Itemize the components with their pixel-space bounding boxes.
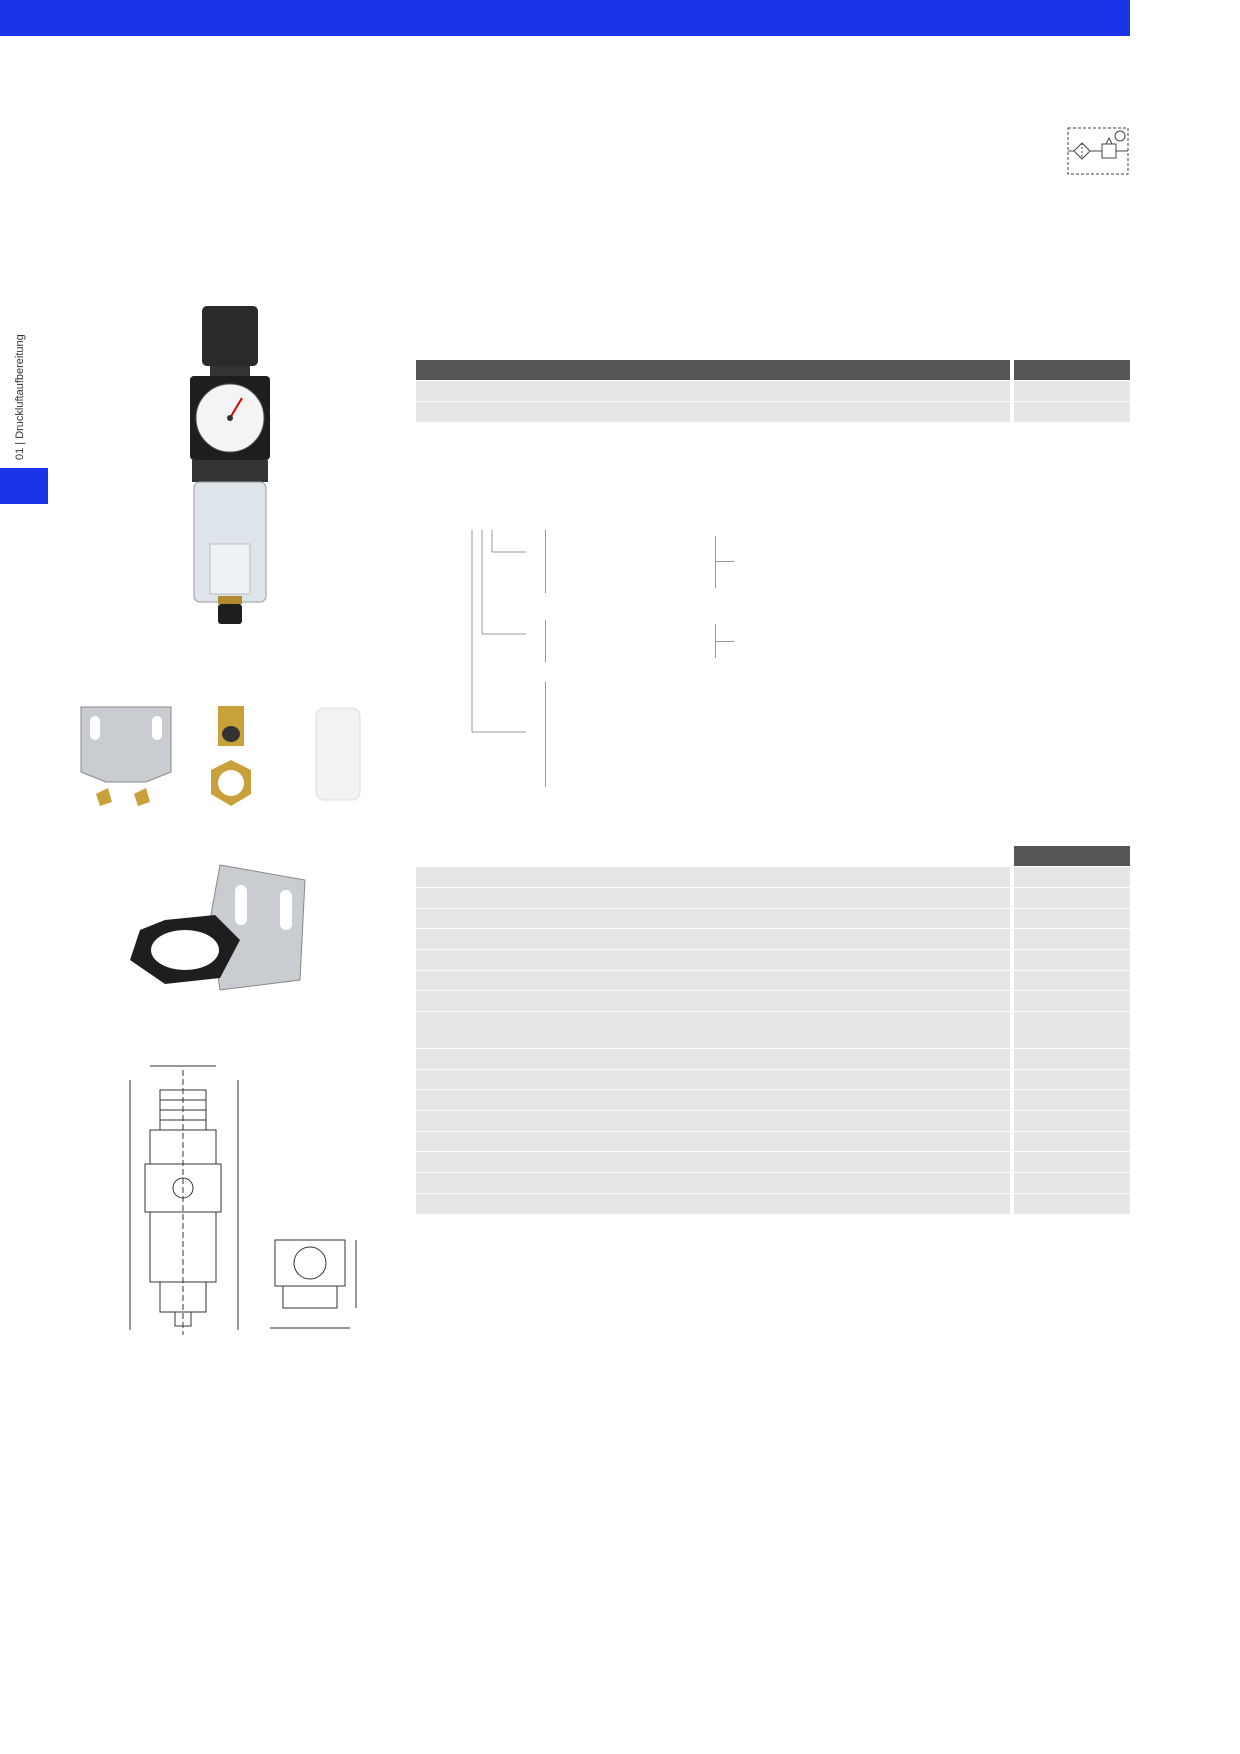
product-image-main <box>180 304 280 634</box>
table-row <box>416 1152 1130 1173</box>
table-row <box>416 991 1130 1012</box>
bracket-image <box>76 702 176 812</box>
list-item <box>526 766 556 787</box>
list-item <box>526 682 556 703</box>
cell-description <box>416 1069 1012 1090</box>
col-anschluss <box>416 360 1012 381</box>
spare-header-row <box>416 846 1130 867</box>
key-group-range <box>526 530 556 593</box>
cell-best-nr <box>1012 991 1130 1012</box>
col-best-nr <box>1012 846 1130 867</box>
standard-table <box>416 360 1130 423</box>
col-best-nr <box>1012 360 1130 381</box>
filter-regulator-symbol-icon <box>1066 126 1130 176</box>
cell-best-nr <box>1012 1111 1130 1132</box>
cell-best-nr <box>1012 887 1130 908</box>
side-tab <box>0 468 48 504</box>
cell-best-nr <box>1012 1069 1130 1090</box>
cell-best-nr <box>1012 1152 1130 1173</box>
col-empty <box>416 846 1012 867</box>
cell-description <box>416 1012 1012 1049</box>
list-item <box>526 620 556 641</box>
cell-description <box>416 1111 1012 1132</box>
table-row <box>416 1012 1130 1049</box>
cell-best-nr <box>1012 970 1130 991</box>
key-digit <box>526 641 546 662</box>
top-color-bar <box>0 0 1130 36</box>
cell-anschluss <box>416 401 1012 422</box>
key-digit <box>526 766 546 787</box>
table-row <box>416 1049 1130 1070</box>
list-item <box>526 641 556 662</box>
cell-best-nr <box>1012 1173 1130 1194</box>
cell-best-nr <box>1012 1012 1130 1049</box>
cell-best-nr <box>1012 908 1130 929</box>
table-row <box>416 1111 1130 1132</box>
table-row <box>416 381 1130 402</box>
cell-description <box>416 908 1012 929</box>
table-row <box>416 867 1130 888</box>
standard-header-row <box>416 360 1130 381</box>
list-item <box>526 745 556 766</box>
key-tick-2 <box>716 641 734 642</box>
table-row <box>416 970 1130 991</box>
cell-best-nr <box>1012 381 1130 402</box>
cell-best-nr <box>1012 401 1130 422</box>
list-item <box>526 572 556 593</box>
bracket-nut-image <box>120 860 310 1000</box>
cell-description <box>416 1173 1012 1194</box>
spare-table <box>416 846 1130 1215</box>
cell-description <box>416 929 1012 950</box>
cell-description <box>416 991 1012 1012</box>
key-digit <box>526 724 546 745</box>
cell-best-nr <box>1012 867 1130 888</box>
key-digit <box>526 745 546 766</box>
cell-description <box>416 867 1012 888</box>
dimension-drawing <box>120 1060 370 1340</box>
key-digit <box>526 620 546 641</box>
key-group-drain <box>526 682 556 787</box>
table-row <box>416 908 1130 929</box>
table-row <box>416 1131 1130 1152</box>
ewo-logo <box>72 58 172 94</box>
cell-best-nr <box>1012 1090 1130 1111</box>
filter-element-image <box>312 704 364 804</box>
table-row <box>416 401 1130 422</box>
key-digit <box>526 530 546 551</box>
table-row <box>416 1090 1130 1111</box>
side-label: 01 | Druckluftaufbereitung <box>14 334 26 460</box>
cell-description <box>416 1049 1012 1070</box>
cell-description <box>416 949 1012 970</box>
cell-best-nr <box>1012 1049 1130 1070</box>
table-row <box>416 929 1130 950</box>
key-digit <box>526 682 546 703</box>
cell-best-nr <box>1012 1193 1130 1214</box>
list-item <box>526 551 556 572</box>
table-row <box>416 1069 1130 1090</box>
cell-description <box>416 970 1012 991</box>
key-digit <box>526 551 546 572</box>
cell-best-nr <box>1012 1131 1130 1152</box>
list-item <box>526 530 556 551</box>
table-row <box>416 887 1130 908</box>
table-row <box>416 1173 1130 1194</box>
nut-image <box>206 704 256 812</box>
cell-description <box>416 1090 1012 1111</box>
cell-description <box>416 1193 1012 1214</box>
key-digit <box>526 572 546 593</box>
cell-anschluss <box>416 381 1012 402</box>
key-tick-1 <box>716 561 734 562</box>
list-item <box>526 724 556 745</box>
table-row <box>416 1193 1130 1214</box>
key-digit <box>526 703 546 724</box>
cell-best-nr <box>1012 949 1130 970</box>
table-row <box>416 949 1130 970</box>
cell-description <box>416 1131 1012 1152</box>
key-bracket-1 <box>696 536 716 588</box>
cell-best-nr <box>1012 929 1130 950</box>
key-group-thread <box>526 620 556 662</box>
cell-description <box>416 887 1012 908</box>
key-bracket-2 <box>696 624 716 658</box>
cell-description <box>416 1152 1012 1173</box>
list-item <box>526 703 556 724</box>
